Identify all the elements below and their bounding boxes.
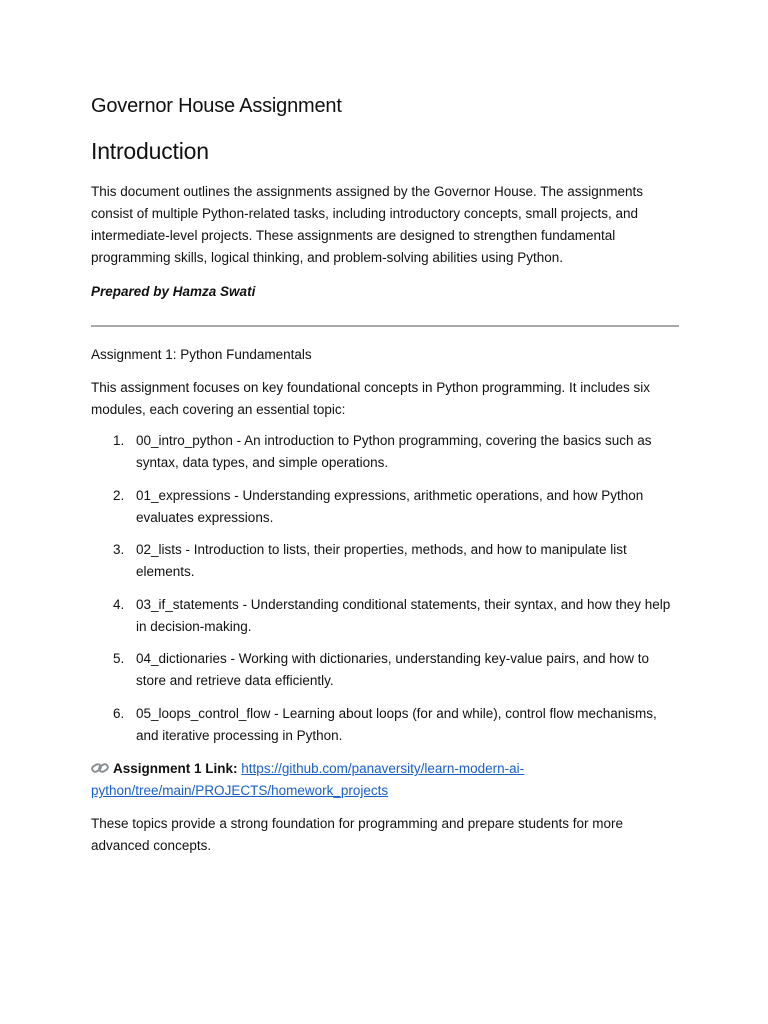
document-title: Governor House Assignment [91,95,342,117]
list-item [91,430,681,485]
introduction-heading: Introduction [91,138,209,164]
prepared-by: Prepared by Hamza Swati [91,284,256,299]
list-item-number: 1. [113,433,125,448]
list-item [91,539,681,594]
list-item-text: 00_intro_python - An introduction to Python programming, covering the basics such as syntax, data types, and simple operations. [136,433,652,470]
list-item-text: 01_expressions - Understanding expressions, arithmetic operations, and how Python evaluates expressions. [136,487,644,525]
assignment-1-description: This assignment focuses on key foundational concepts in Python programming. It includes six modules, each covering an essential topic: [91,380,651,417]
list-item-text: 04_dictionaries - Working with dictionaries, understanding key-value pairs, and how to store and retrieve data efficiently. [136,651,650,688]
list-item-text: 05_loops_control_flow - Learning about loops (for and while), control flow mechanisms, and iterative processing in Python. [136,705,657,743]
link-icon [91,759,109,771]
horizontal-rule [91,325,679,327]
list-item [91,485,681,540]
assignment-1-link[interactable]: https://github.com/panaversity/learn-modern-ai-python/tree/main/PROJECTS/homework_projects [91,761,525,798]
list-item-text: 02_lists - Introduction to lists, their properties, methods, and how to manipulate list elements. [136,542,627,579]
assignment-1-title: Assignment 1: Python Fundamentals [91,347,312,362]
list-item-number: 4. [113,596,125,612]
introduction-paragraph: This document outlines the assignments assigned by the Governor House. The assignments consist of multiple Python-related tasks, including introductory concepts, small projects, and intermediate-level projects. These assignments are designed to strengthen fundamental programming skills, logical thinking, and problem-solving abilities using Python. [91,184,644,265]
list-item [91,594,681,649]
link-label: Assignment 1 Link: [113,761,238,776]
list-item [91,703,681,758]
assignment-1-link-line [91,758,681,802]
list-item-text: 03_if_statements - Understanding conditional statements, their syntax, and how they help in decision-making. [136,596,671,634]
list-item [91,648,681,703]
closing-paragraph: These topics provide a strong foundation for programming and prepare students for more advanced concepts. [91,816,624,853]
list-item-number: 3. [113,542,125,557]
module-list [91,430,681,757]
list-item-number: 5. [113,651,125,666]
list-item-number: 6. [113,705,125,721]
list-item-number: 2. [113,487,125,503]
